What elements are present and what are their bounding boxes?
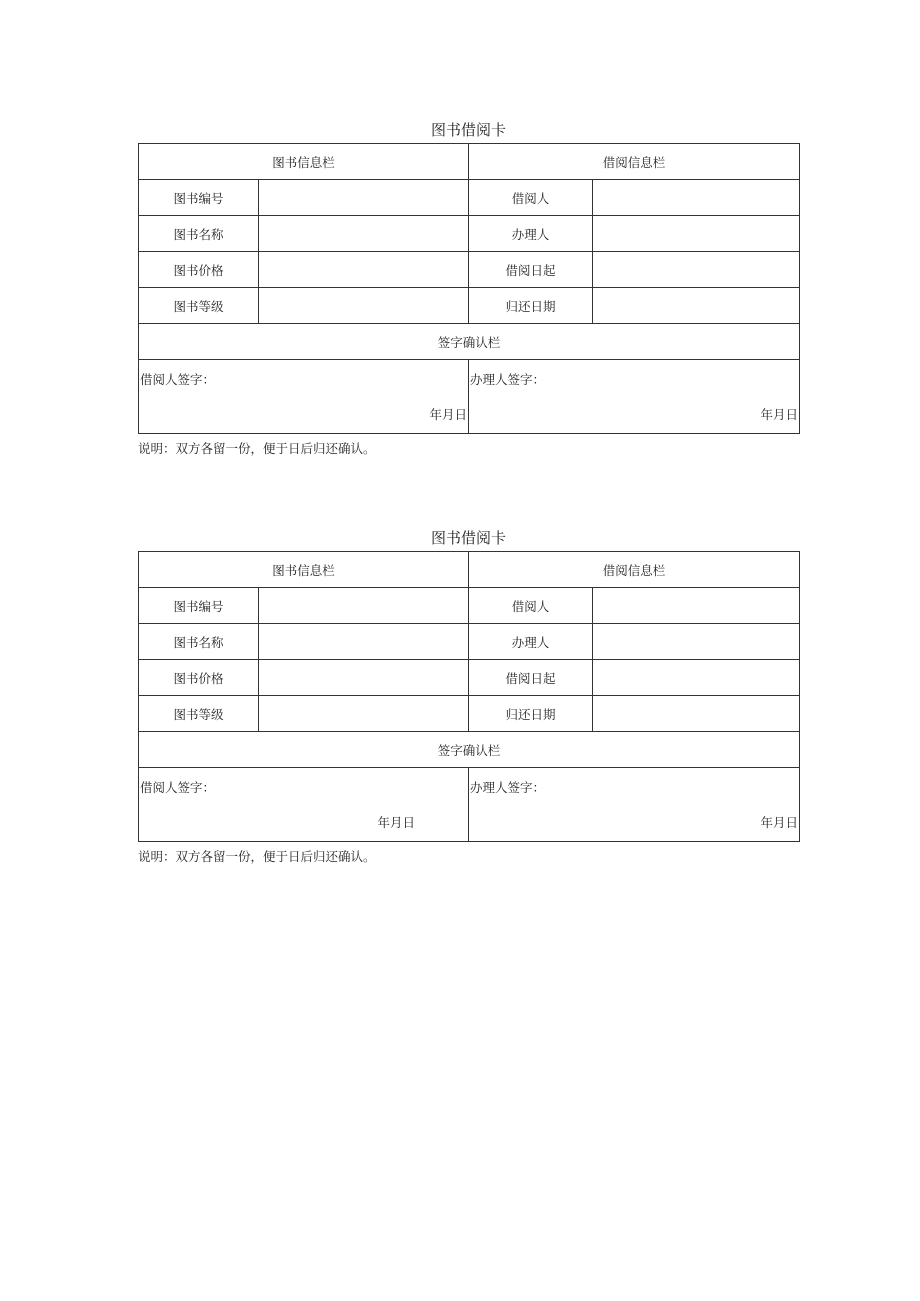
book-price-label: 图书价格 [139, 252, 259, 288]
book-grade-label: 图书等级 [139, 696, 259, 732]
sign-header-row [139, 324, 800, 360]
book-grade-field[interactable] [259, 288, 469, 324]
book-grade-field[interactable] [259, 696, 469, 732]
return-date-field[interactable] [593, 288, 800, 324]
table-row [139, 288, 800, 324]
borrower-label: 借阅人 [469, 180, 593, 216]
book-number-label: 图书编号 [139, 588, 259, 624]
sign-confirm-header: 签字确认栏 [139, 732, 800, 768]
book-name-field[interactable] [259, 216, 469, 252]
borrower-sign-label: 借阅人签字： [140, 372, 216, 387]
card-note: 说明：双方各留一份，便于日后归还确认。 [138, 849, 376, 864]
borrow-start-date-label: 借阅日起 [469, 252, 593, 288]
return-date-field[interactable] [593, 696, 800, 732]
table-row [139, 180, 800, 216]
borrower-field[interactable] [593, 180, 800, 216]
book-name-label: 图书名称 [139, 216, 259, 252]
book-price-field[interactable] [259, 252, 469, 288]
borrow-form-table [138, 143, 800, 434]
borrower-sign-date: 年月日 [377, 815, 416, 830]
handler-sign-label: 办理人签字： [470, 372, 546, 387]
book-price-label: 图书价格 [139, 660, 259, 696]
book-grade-label: 图书等级 [139, 288, 259, 324]
borrower-sign-date: 年月日 [429, 407, 468, 422]
book-name-field[interactable] [259, 624, 469, 660]
book-info-header: 图书信息栏 [139, 144, 469, 180]
table-row [139, 588, 800, 624]
book-price-field[interactable] [259, 660, 469, 696]
return-date-label: 归还日期 [469, 696, 593, 732]
borrow-start-date-field[interactable] [593, 660, 800, 696]
book-number-field[interactable] [259, 180, 469, 216]
sign-confirm-header: 签字确认栏 [139, 324, 800, 360]
book-number-field[interactable] [259, 588, 469, 624]
card-note: 说明：双方各留一份，便于日后归还确认。 [138, 441, 376, 456]
borrow-form-table [138, 551, 800, 842]
borrower-sign-label: 借阅人签字： [140, 780, 216, 795]
section-header-row [139, 144, 800, 180]
borrow-info-header: 借阅信息栏 [469, 144, 800, 180]
handler-label: 办理人 [469, 624, 593, 660]
borrow-info-header: 借阅信息栏 [469, 552, 800, 588]
section-header-row [139, 552, 800, 588]
table-row [139, 696, 800, 732]
borrower-sign-cell[interactable] [139, 768, 469, 842]
sign-header-row [139, 732, 800, 768]
sign-row [139, 768, 800, 842]
book-number-label: 图书编号 [139, 180, 259, 216]
handler-sign-date: 年月日 [760, 815, 799, 830]
borrower-sign-cell[interactable] [139, 360, 469, 434]
return-date-label: 归还日期 [469, 288, 593, 324]
handler-sign-cell[interactable] [469, 360, 800, 434]
table-row [139, 624, 800, 660]
handler-sign-date: 年月日 [760, 407, 799, 422]
handler-field[interactable] [593, 216, 800, 252]
handler-sign-cell[interactable] [469, 768, 800, 842]
borrow-start-date-field[interactable] [593, 252, 800, 288]
book-name-label: 图书名称 [139, 624, 259, 660]
table-row [139, 660, 800, 696]
borrower-field[interactable] [593, 588, 800, 624]
borrow-start-date-label: 借阅日起 [469, 660, 593, 696]
handler-sign-label: 办理人签字： [470, 780, 546, 795]
table-row [139, 216, 800, 252]
card-title: 图书借阅卡 [430, 529, 506, 547]
card-title: 图书借阅卡 [430, 121, 506, 139]
table-row [139, 252, 800, 288]
borrower-label: 借阅人 [469, 588, 593, 624]
handler-field[interactable] [593, 624, 800, 660]
handler-label: 办理人 [469, 216, 593, 252]
sign-row [139, 360, 800, 434]
book-info-header: 图书信息栏 [139, 552, 469, 588]
